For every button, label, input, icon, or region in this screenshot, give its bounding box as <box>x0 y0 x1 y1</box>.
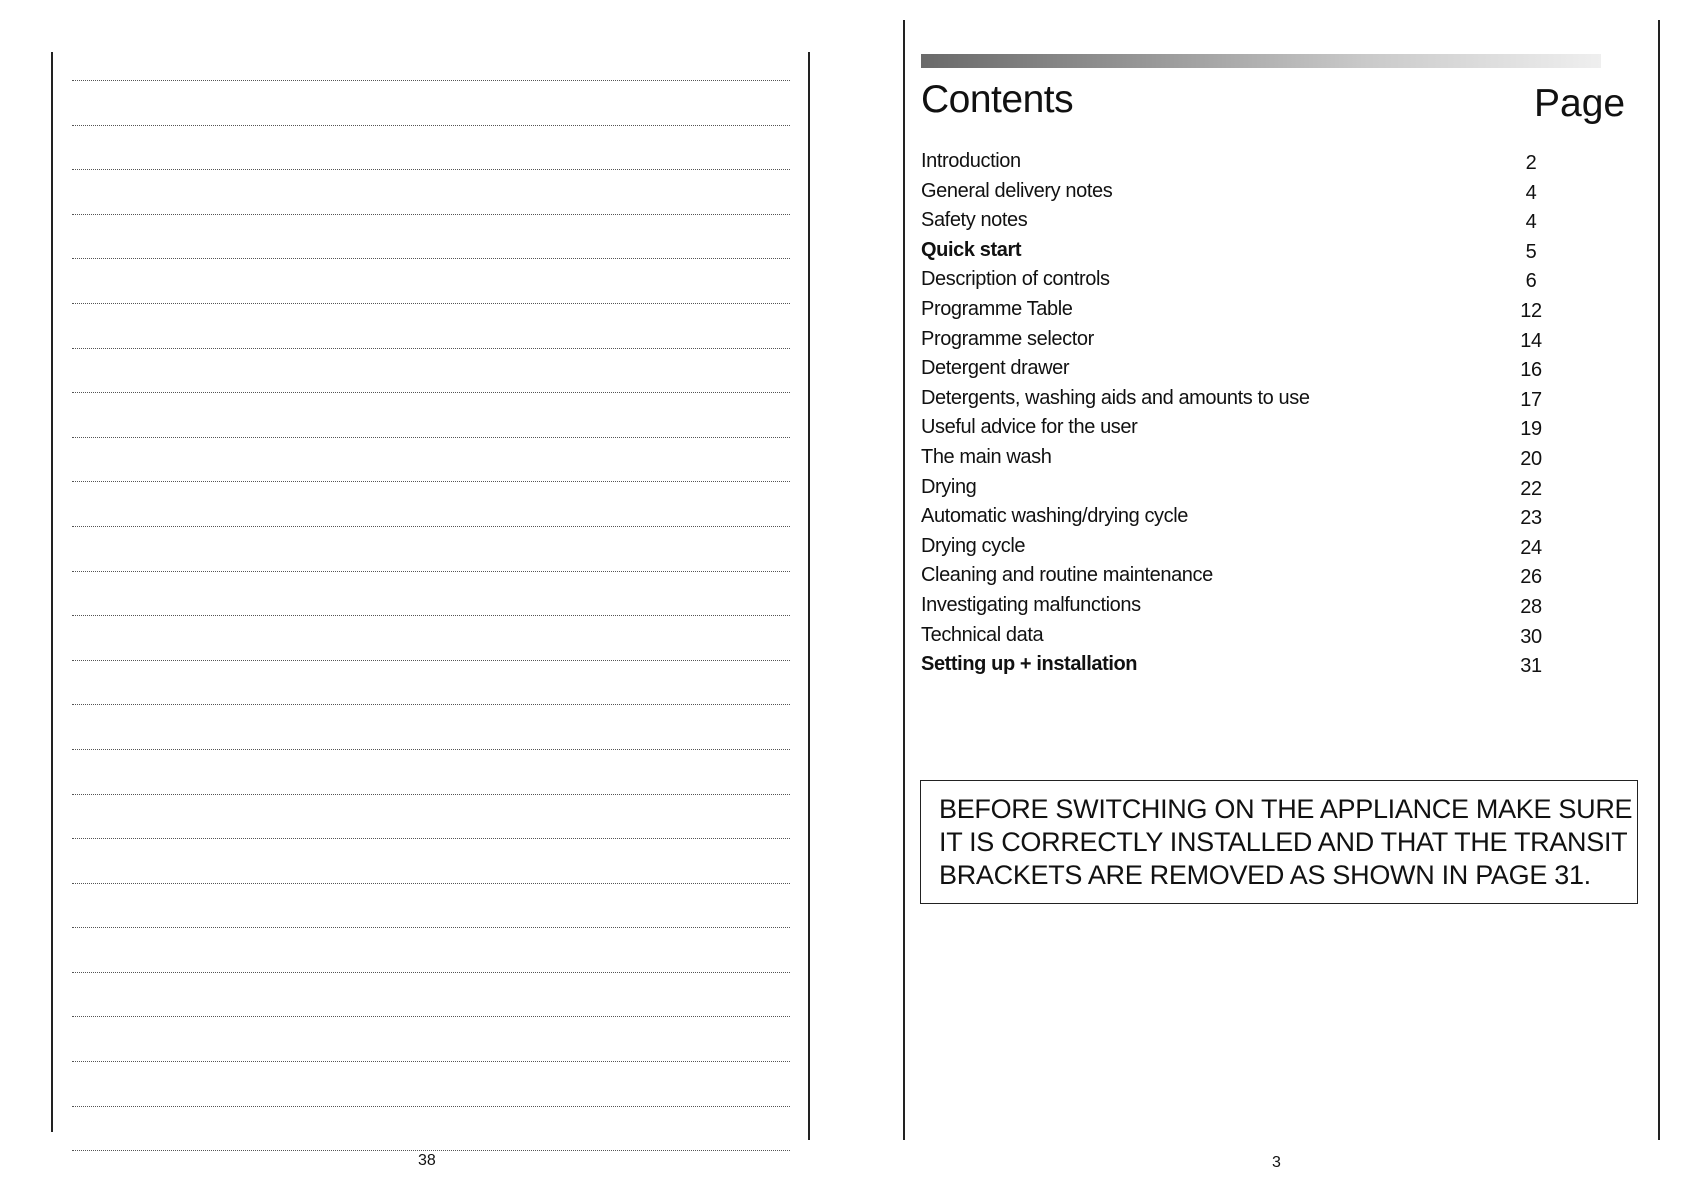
toc-entry-page: 28 <box>1520 595 1542 618</box>
toc-row <box>921 474 1551 504</box>
toc-row <box>921 414 1551 444</box>
note-line <box>72 258 790 259</box>
toc-entry-page: 6 <box>1525 270 1537 293</box>
warning-box <box>920 780 1638 904</box>
toc-entry-label: Technical data <box>921 623 1044 646</box>
note-line <box>72 972 790 973</box>
toc-entry-label: Drying <box>921 475 977 498</box>
note-line <box>72 348 790 349</box>
toc-entry-page: 4 <box>1525 211 1537 234</box>
toc-row <box>921 296 1551 326</box>
toc-entry-page: 19 <box>1520 418 1542 441</box>
header-gradient-bar <box>921 54 1601 68</box>
note-line <box>72 1106 790 1107</box>
note-line <box>72 1016 790 1017</box>
toc-row <box>921 651 1551 681</box>
toc-entry-label: Safety notes <box>921 209 1028 232</box>
toc-entry-label: Cleaning and routine maintenance <box>921 564 1213 587</box>
toc-entry-label: Detergent drawer <box>921 357 1070 380</box>
toc-entry-label: Introduction <box>921 150 1021 172</box>
note-line <box>72 749 790 750</box>
right-margin-rule <box>1658 20 1660 1140</box>
toc-entry-page: 23 <box>1520 507 1542 530</box>
toc-row <box>921 266 1551 296</box>
note-line <box>72 838 790 839</box>
toc-entry-page: 20 <box>1520 447 1542 470</box>
note-line <box>72 615 790 616</box>
warning-line: BEFORE SWITCHING ON THE APPLIANCE MAKE SURE <box>939 794 1633 824</box>
toc-entry-label: Setting up + installation <box>921 653 1138 676</box>
toc-entry-page: 31 <box>1520 655 1542 678</box>
right-margin-rule <box>808 52 810 1140</box>
toc-entry-label: The main wash <box>921 445 1052 468</box>
notes-page <box>0 0 842 1191</box>
toc-entry-label: Programme selector <box>921 327 1094 350</box>
note-line <box>72 481 790 482</box>
warning-line: IT IS CORRECTLY INSTALLED AND THAT THE TRANSIT <box>939 827 1628 857</box>
toc-entry-page: 24 <box>1520 536 1542 559</box>
toc-row <box>921 503 1551 533</box>
toc-entry-page: 26 <box>1520 566 1542 589</box>
left-margin-rule <box>903 20 905 1140</box>
toc-row <box>921 592 1551 622</box>
toc-entry-page: 22 <box>1520 477 1542 500</box>
page-number-right: 3 <box>1272 1154 1281 1171</box>
table-of-contents <box>921 148 1551 681</box>
note-line <box>72 125 790 126</box>
page-title: Contents <box>921 78 1074 121</box>
note-line <box>72 303 790 304</box>
toc-row <box>921 178 1551 208</box>
warning-line: BRACKETS ARE REMOVED AS SHOWN IN PAGE 31. <box>939 860 1591 890</box>
toc-row <box>921 385 1551 415</box>
toc-row <box>921 622 1551 652</box>
toc-entry-page: 16 <box>1520 359 1542 382</box>
toc-entry-label: Description of controls <box>921 268 1110 291</box>
note-line <box>72 1061 790 1062</box>
toc-entry-page: 4 <box>1525 181 1537 204</box>
toc-entry-label: Drying cycle <box>921 534 1026 557</box>
toc-entry-page: 12 <box>1520 299 1542 322</box>
toc-row <box>921 207 1551 237</box>
note-line <box>72 169 790 170</box>
toc-entry-page: 5 <box>1525 240 1537 263</box>
toc-row <box>921 562 1551 592</box>
note-line <box>72 526 790 527</box>
note-line <box>72 214 790 215</box>
toc-entry-label: Useful advice for the user <box>921 416 1138 439</box>
note-line <box>72 704 790 705</box>
note-line <box>72 571 790 572</box>
contents-page <box>842 0 1684 1191</box>
toc-entry-label: Detergents, washing aids and amounts to use <box>921 386 1310 409</box>
page-number-left: 38 <box>418 1152 436 1169</box>
toc-entry-label: Automatic washing/drying cycle <box>921 505 1189 528</box>
note-line <box>72 660 790 661</box>
toc-entry-page: 17 <box>1520 388 1542 411</box>
note-line <box>72 80 790 81</box>
note-line <box>72 883 790 884</box>
left-margin-rule <box>51 52 53 1132</box>
toc-entry-page: 30 <box>1520 625 1542 648</box>
page-column-label: Page <box>1534 82 1626 125</box>
toc-row <box>921 444 1551 474</box>
note-line <box>72 392 790 393</box>
toc-row <box>921 326 1551 356</box>
note-line <box>72 437 790 438</box>
toc-row <box>921 533 1551 563</box>
toc-entry-label: Investigating malfunctions <box>921 593 1141 616</box>
toc-row <box>921 237 1551 267</box>
toc-entry-label: Programme Table <box>921 297 1073 320</box>
note-line <box>72 794 790 795</box>
toc-row <box>921 148 1551 178</box>
toc-entry-page: 2 <box>1525 152 1537 174</box>
toc-row <box>921 355 1551 385</box>
toc-entry-label: General delivery notes <box>921 179 1113 202</box>
toc-entry-label: Quick start <box>921 238 1022 261</box>
note-lines <box>72 80 790 1195</box>
toc-entry-page: 14 <box>1520 329 1542 352</box>
note-line <box>72 927 790 928</box>
